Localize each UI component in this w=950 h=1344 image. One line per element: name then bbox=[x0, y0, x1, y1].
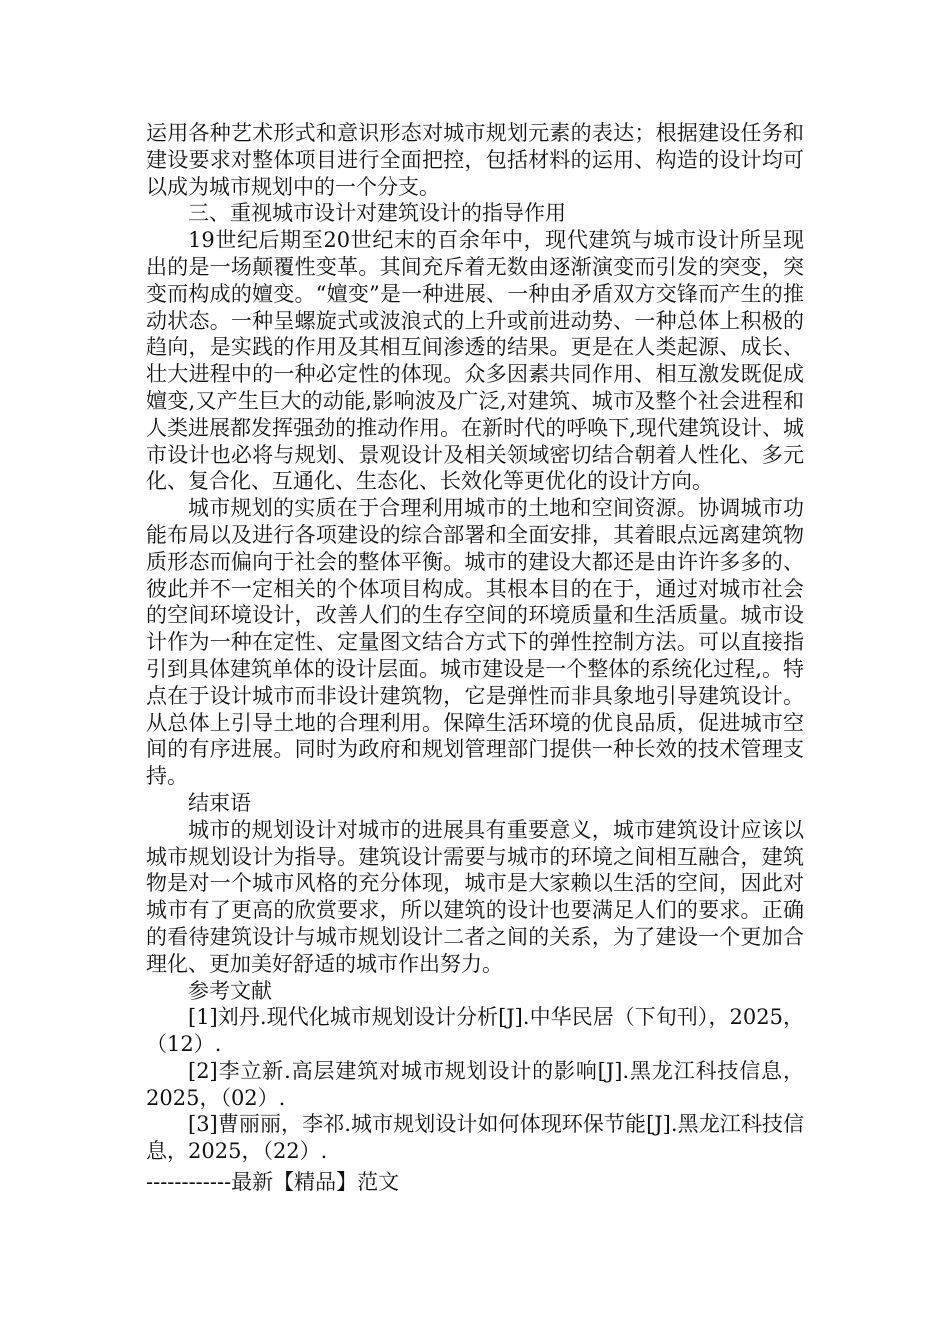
paragraph-continuation: 运用各种艺术形式和意识形态对城市规划元素的表达；根据建设任务和建设要求对整体项目进行全面把控，包括材料的运用、构造的设计均可以成为城市规划中的一个分支。 bbox=[146, 121, 804, 199]
reference-item-2: [2]李立新.高层建筑对城市规划设计的影响[J].黑龙江科技信息，2025，（02）. bbox=[146, 1058, 804, 1110]
page-footer: ------------最新【精品】范文 bbox=[146, 1170, 400, 1194]
document-body bbox=[146, 120, 804, 1165]
reference-item-1: [1]刘丹.现代化城市规划设计分析[J].中华民居（下旬刊），2025，（12）. bbox=[146, 1005, 804, 1057]
paragraph-conclusion: 城市的规划设计对城市的进展具有重要意义，城市建筑设计应该以城市规划设计为指导。建筑设计需要与城市的环境之间相互融合，建筑物是对一个城市风格的充分体现，城市是大家赖以生活的空间，因此对城市有了更高的欣赏要求，所以建筑的设计也要满足人们的要求。正确的看待建筑设计与城市规划设计二者之间的关系，为了建设一个更加合理化、更加美好舒适的城市作出努力。 bbox=[146, 817, 804, 976]
paragraph-modern-architecture: 19世纪后期至20世纪末的百余年中，现代建筑与城市设计所呈现出的是一场颠覆性变革。其间充斥着无数由逐渐演变而引发的突变，突变而构成的嬗变。“嬗变”是一种进展、一种由矛盾双方交锋而产生的推动状态。一种呈螺旋式或波浪式的上升或前进动势、一种总体上积极的趋向，是实践的作用及其相互间渗透的结果。更是在人类起源、成长、壮大进程中的一种必定性的体现。众多因素共同作用、相互激发既促成嬗变,又产生巨大的动能,影响波及广泛,对建筑、城市及整个社会进程和人类进展都发挥强劲的推动作用。在新时代的呼唤下,现代建筑设计、城市设计也必将与规划、景观设计及相关领域密切结合朝着人性化、多元化、复合化、互通化、生态化、长效化等更优化的设计方向。 bbox=[146, 228, 804, 494]
paragraph-urban-planning: 城市规划的实质在于合理利用城市的土地和空间资源。协调城市功能布局以及进行各项建设的综合部署和全面安排，其着眼点远离建筑物质形态而偏向于社会的整体平衡。城市的建设大都还是由许许多多的、彼此并不一定相关的个体项目构成。其根本目的在于，通过对城市社会的空间环境设计，改善人们的生存空间的环境质量和生活质量。城市设计作为一种在定性、定量图文结合方式下的弹性控制方法。可以直接指引到具体建筑单体的设计层面。城市建设是一个整体的系统化过程,。特点在于设计城市而非设计建筑物，它是弹性而非具象地引导建筑设计。从总体上引导土地的合理利用。保障生活环境的优良品质，促进城市空间的有序进展。同时为政府和规划管理部门提供一种长效的技术管理支持。 bbox=[146, 496, 804, 789]
section-heading-three: 三、重视城市设计对建筑设计的指导作用 bbox=[188, 201, 566, 226]
references-heading: 参考文献 bbox=[188, 978, 272, 1003]
conclusion-heading: 结束语 bbox=[188, 790, 251, 815]
reference-item-3: [3]曹丽丽，李祁.城市规划设计如何体现环保节能[J].黑龙江科技信息，2025，（22）. bbox=[146, 1112, 804, 1164]
